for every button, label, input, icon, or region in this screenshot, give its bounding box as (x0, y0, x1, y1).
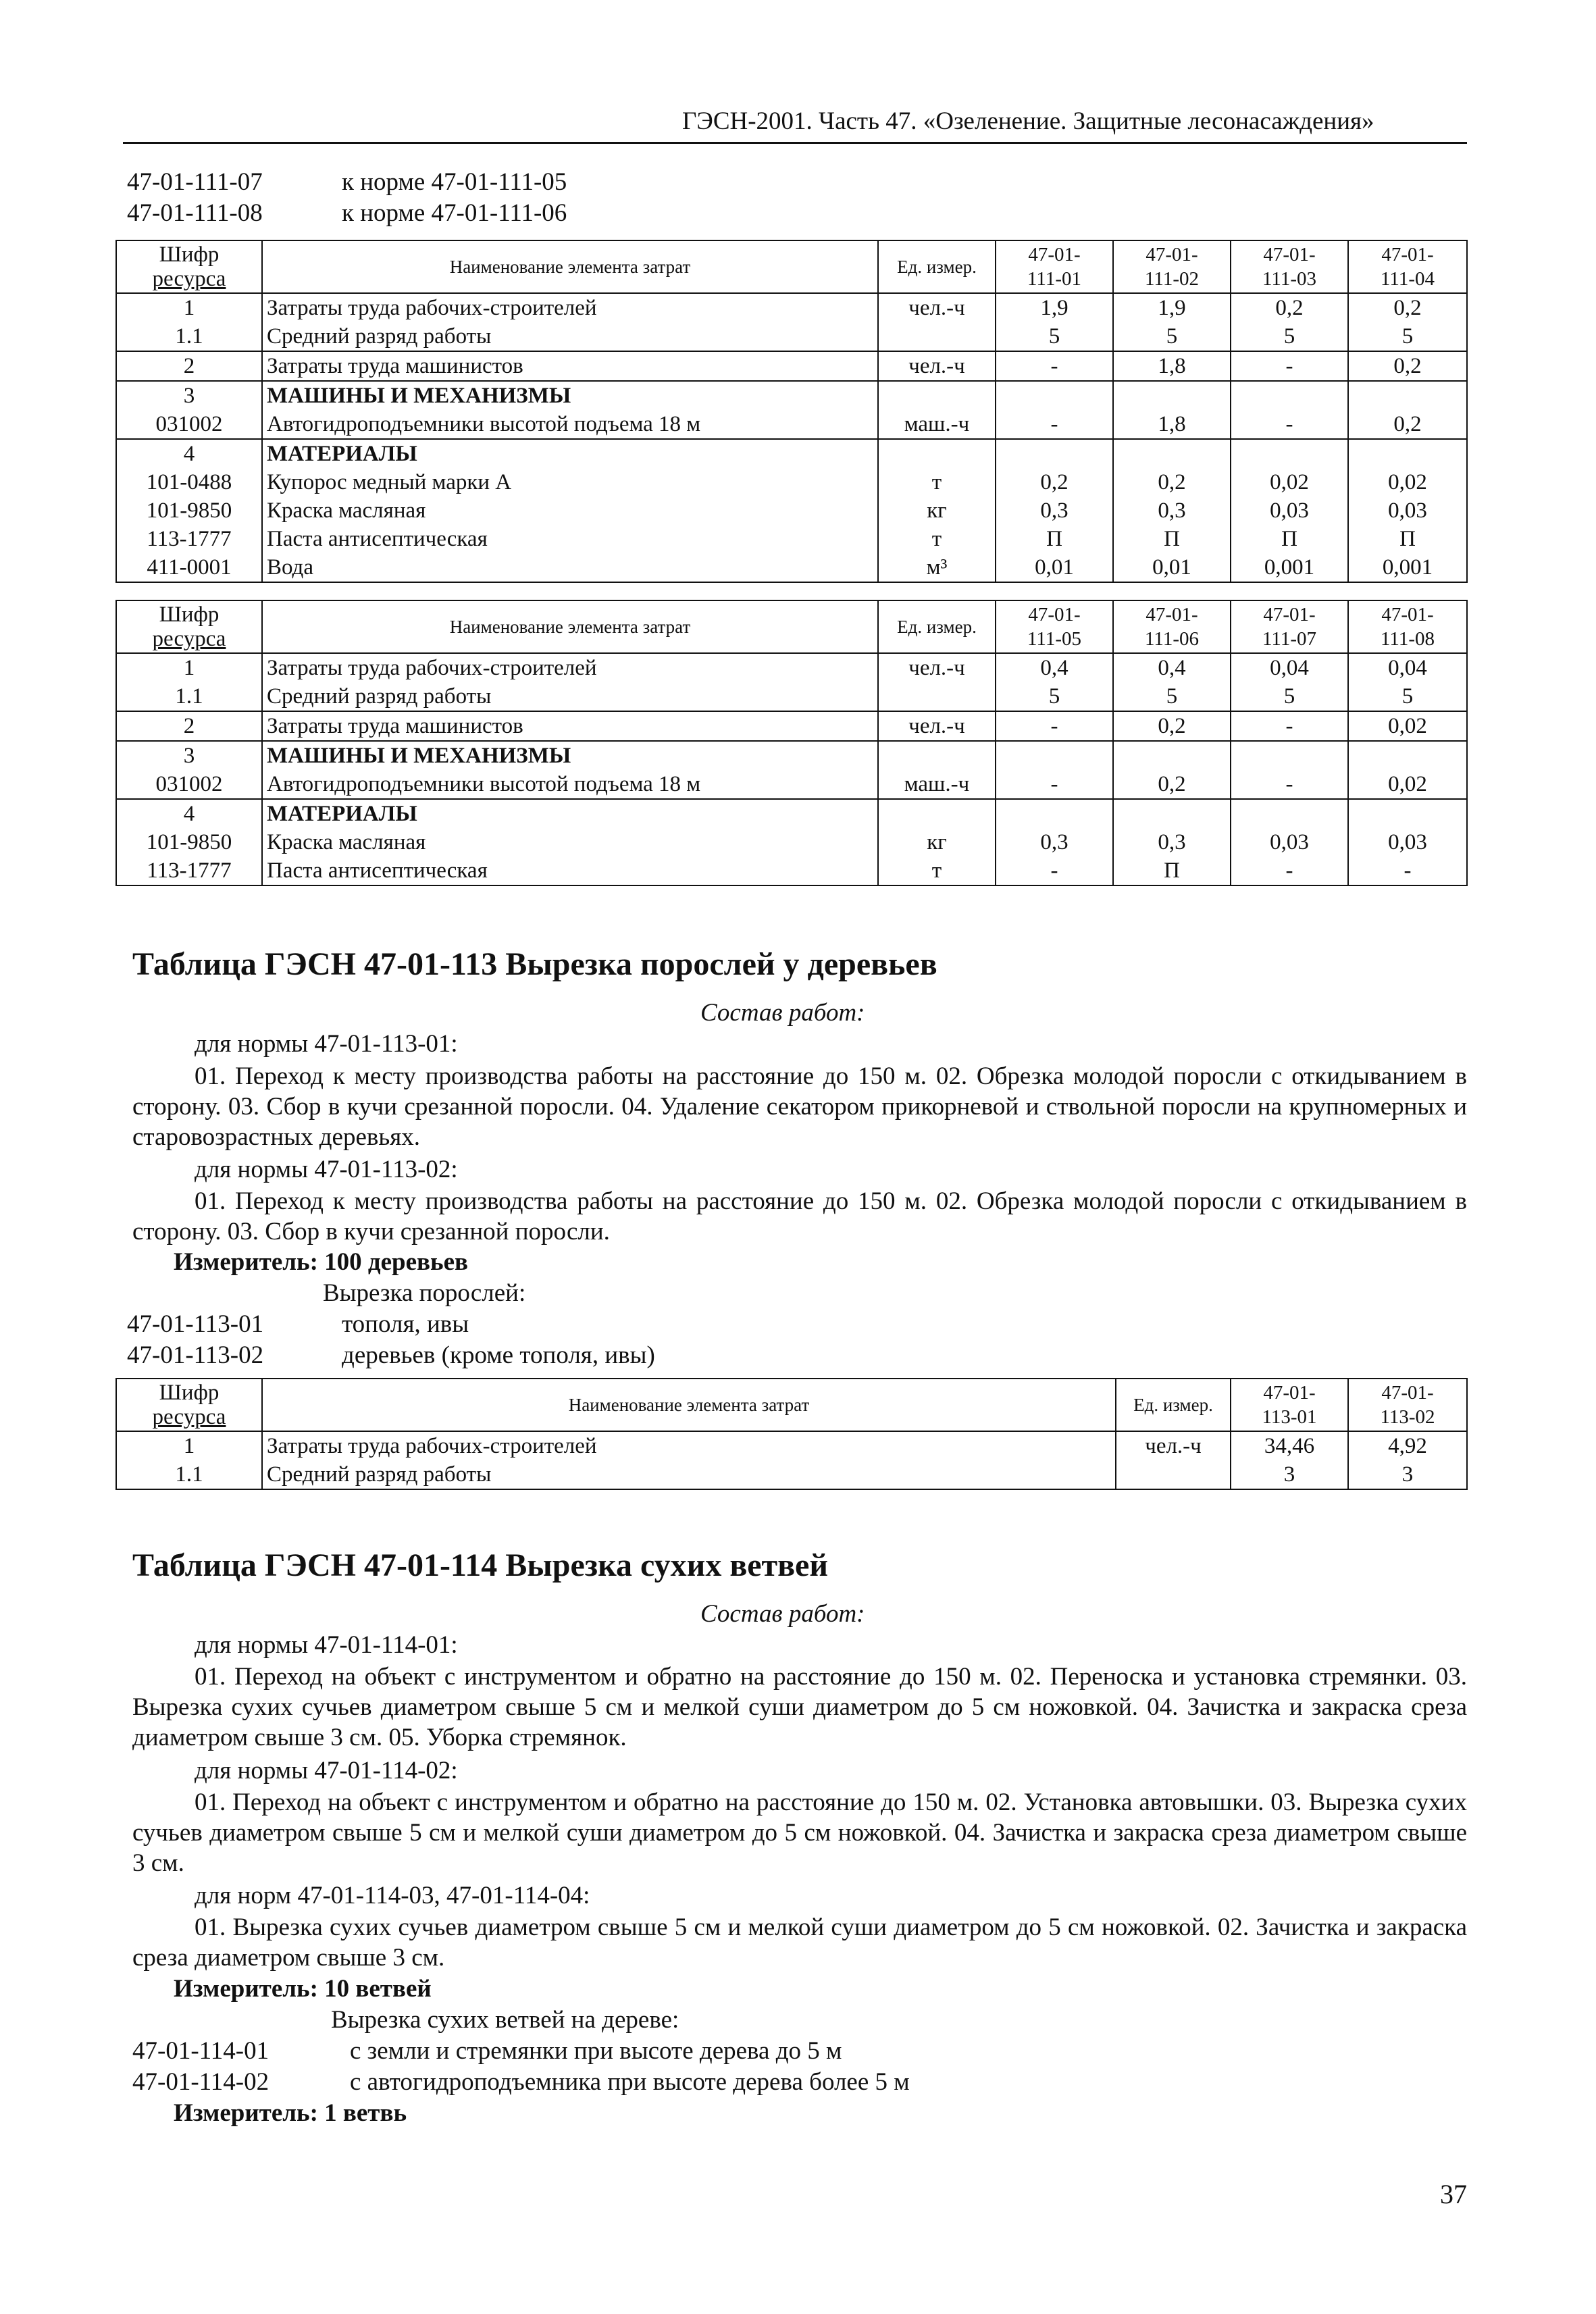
cell-line: П (1164, 858, 1180, 883)
cell-code (116, 1431, 262, 1489)
cell-line: 0,3 (1158, 830, 1186, 854)
cell-line: 0,2 (1275, 296, 1304, 320)
cell-line: 4 (183, 442, 195, 466)
header-unit: Ед. измер. (878, 240, 996, 293)
cell-line: 0,01 (1035, 555, 1074, 580)
cell-line: 0,2 (1158, 714, 1186, 738)
cell-line (883, 742, 991, 770)
header-line: 111-05 (1027, 628, 1081, 650)
norm-label: для нормы 47-01-113-02: (195, 1156, 458, 1183)
cell-unit (878, 799, 996, 885)
cell-value (1348, 351, 1467, 381)
header-line: 113-01 (1262, 1406, 1317, 1428)
cell-value (996, 439, 1113, 582)
norm-label: для нормы 47-01-114-02: (195, 1757, 458, 1784)
cell-value (1113, 711, 1231, 741)
resource-table-2 (115, 600, 1468, 886)
cell-line: 5 (1048, 684, 1060, 709)
cell-line: Средний разряд работы (267, 324, 492, 349)
cell-name (262, 351, 878, 381)
cell-line: Затраты труда рабочих-строителей (267, 1434, 597, 1458)
cell-value (996, 711, 1113, 741)
cell-line: Краска масляная (267, 830, 426, 854)
cell-line (1353, 742, 1462, 770)
cell-line: - (1285, 354, 1293, 378)
cell-value (1231, 711, 1348, 741)
cell-value (1348, 439, 1467, 582)
cell-unit (878, 439, 996, 582)
header-unit: Ед. измер. (1116, 1379, 1231, 1431)
norm-item (127, 1341, 655, 1370)
cell-line: Автогидроподъемники высотой подъема 18 м (267, 772, 701, 796)
cell-value (1348, 293, 1467, 351)
cell-value (1348, 653, 1467, 711)
header-line: 111-02 (1144, 268, 1199, 290)
cell-value (1231, 293, 1348, 351)
cell-line: 101-0488 (146, 470, 232, 494)
cell-line: - (1285, 858, 1293, 883)
cell-code (116, 653, 262, 711)
cell-line: 1,9 (1040, 296, 1069, 320)
cell-line: 0,02 (1388, 470, 1427, 494)
work-description: 01. Вырезка сухих сучьев диаметром свыше 5 см и мелкой суши диаметром до 5 см ножовкой. 02. Зачистка и закраска среза диаметром свыше 3 см. (132, 1913, 1467, 1972)
cell-line: 0,001 (1264, 555, 1315, 580)
header-line: 47-01- (1381, 1382, 1434, 1404)
cell-line: 0,4 (1040, 656, 1069, 680)
cell-value (1231, 351, 1348, 381)
cell-line: чел.-ч (908, 656, 965, 680)
ref-text: к норме 47-01-111-05 (342, 168, 567, 196)
table-row (116, 653, 1467, 711)
ref-text: к норме 47-01-111-06 (342, 199, 567, 227)
header-name: Наименование элемента затрат (262, 600, 878, 653)
cell-line: МАТЕРИАЛЫ (267, 802, 417, 826)
meter-label: Измеритель: 100 деревьев (174, 1248, 468, 1276)
table-row (116, 381, 1467, 439)
cell-line: 0,02 (1388, 714, 1427, 738)
cell-line: 5 (1166, 684, 1178, 709)
cell-value (996, 293, 1113, 351)
cell-line: маш.-ч (904, 772, 970, 796)
header-row (116, 240, 1467, 293)
cell-line: - (1050, 772, 1058, 796)
cell-line: 1.1 (175, 684, 203, 709)
cell-line (1000, 382, 1108, 410)
header-unit: Ед. измер. (878, 600, 996, 653)
cell-code (116, 293, 262, 351)
cell-line (883, 322, 991, 351)
norm-text: деревьев (кроме тополя, ивы) (342, 1341, 655, 1369)
cell-line (1118, 382, 1226, 410)
table-row (116, 799, 1467, 885)
table-row (116, 711, 1467, 741)
cell-value (1348, 799, 1467, 885)
section-subtitle-113: Состав работ: (700, 999, 865, 1027)
header-line: 113-02 (1380, 1406, 1435, 1428)
cell-line: 1.1 (175, 1462, 203, 1487)
cell-line: 411-0001 (147, 555, 232, 580)
cell-name (262, 1431, 1116, 1489)
cell-line (1235, 742, 1343, 770)
cell-line: 0,3 (1040, 830, 1069, 854)
cell-line (1353, 382, 1462, 410)
cell-line: - (1285, 412, 1293, 436)
table-row (116, 439, 1467, 582)
resource-table-1 (115, 240, 1468, 583)
cell-value (1348, 741, 1467, 799)
cell-line: П (1399, 527, 1416, 551)
cell-line: 0,2 (1158, 470, 1186, 494)
header-line: 47-01- (1263, 604, 1316, 625)
cell-line: 5 (1401, 684, 1414, 709)
cell-line (1000, 742, 1108, 770)
cell-value (996, 741, 1113, 799)
header-norm (996, 600, 1113, 653)
cell-line: Средний разряд работы (267, 684, 492, 709)
cell-line (1118, 800, 1226, 828)
table-row (116, 1431, 1467, 1489)
cell-name (262, 711, 878, 741)
cell-line: Автогидроподъемники высотой подъема 18 м (267, 412, 701, 436)
cell-line: Средний разряд работы (267, 1462, 492, 1487)
cell-line: 101-9850 (146, 830, 232, 854)
cell-line (1235, 382, 1343, 410)
cell-value (1348, 381, 1467, 439)
cell-line: 5 (1283, 324, 1295, 349)
cell-line: кг (927, 498, 947, 523)
norm-text: тополя, ивы (342, 1310, 469, 1338)
cell-line: Затраты труда рабочих-строителей (267, 656, 597, 680)
cell-unit (878, 351, 996, 381)
header-line: 47-01- (1028, 604, 1081, 625)
norm-label: для нормы 47-01-114-01: (195, 1631, 458, 1659)
cell-line: чел.-ч (1145, 1434, 1202, 1458)
cell-line (1118, 440, 1226, 468)
header-line: 47-01- (1381, 604, 1434, 625)
cell-line: 0,03 (1270, 498, 1309, 523)
table-row (116, 293, 1467, 351)
cell-line: 1,8 (1158, 412, 1186, 436)
cell-line: т (931, 527, 942, 551)
cell-code (116, 439, 262, 582)
cell-value (1113, 653, 1231, 711)
header-line: 111-04 (1380, 268, 1435, 290)
cell-line: 1 (183, 296, 195, 320)
cell-code (116, 799, 262, 885)
running-header: ГЭСН-2001. Часть 47. «Озеленение. Защитные лесонасаждения» (682, 107, 1374, 135)
header-line: 111-07 (1262, 628, 1316, 650)
cell-line: 0,03 (1388, 830, 1427, 854)
cell-line: Купорос медный марки А (267, 470, 512, 494)
cell-line: кг (927, 830, 947, 854)
header-code (116, 600, 262, 653)
cell-line (1000, 440, 1108, 468)
cell-line: П (1164, 527, 1180, 551)
section-title-113: Таблица ГЭСН 47-01-113 Вырезка порослей у деревьев (132, 946, 937, 982)
cell-value (1113, 799, 1231, 885)
cell-line: 5 (1283, 684, 1295, 709)
cell-line: Паста антисептическая (267, 858, 488, 883)
cell-line: 0,3 (1158, 498, 1186, 523)
cell-line: МАШИНЫ И МЕХАНИЗМЫ (267, 744, 571, 768)
cell-line: 5 (1048, 324, 1060, 349)
cell-line: 0,2 (1393, 354, 1422, 378)
header-norm (1113, 240, 1231, 293)
cell-line: 3 (1401, 1462, 1414, 1487)
cell-name (262, 799, 878, 885)
cell-line (883, 682, 991, 711)
cell-line: - (1050, 858, 1058, 883)
cell-value (1348, 1431, 1467, 1489)
resource-table-3 (115, 1378, 1468, 1490)
table-row (116, 351, 1467, 381)
cell-line (1353, 440, 1462, 468)
cell-line (1235, 440, 1343, 468)
norm-item (132, 2067, 910, 2097)
cell-unit (878, 653, 996, 711)
cell-line: 0,001 (1382, 555, 1433, 580)
cell-line: 0,2 (1158, 772, 1186, 796)
section-title-114: Таблица ГЭСН 47-01-114 Вырезка сухих ветвей (132, 1547, 829, 1583)
cell-line: т (931, 470, 942, 494)
cell-value (1113, 293, 1231, 351)
cell-line: 1 (183, 656, 195, 680)
cell-line: МАШИНЫ И МЕХАНИЗМЫ (267, 384, 571, 408)
header-line: ресурса (152, 267, 226, 291)
cell-line: Затраты труда машинистов (267, 354, 523, 378)
cell-value (1231, 653, 1348, 711)
cell-value (1113, 741, 1231, 799)
cell-line: 0,02 (1270, 470, 1309, 494)
cell-line: - (1285, 772, 1293, 796)
cell-line: Затраты труда машинистов (267, 714, 523, 738)
cell-name (262, 381, 878, 439)
cell-line: П (1046, 527, 1062, 551)
header-norm (1348, 240, 1467, 293)
cell-line: 5 (1401, 324, 1414, 349)
cell-line (1121, 1460, 1226, 1489)
cell-line: - (1050, 714, 1058, 738)
norm-text: с земли и стремянки при высоте дерева до 5 м (350, 2037, 842, 2065)
header-line: 111-08 (1380, 628, 1435, 650)
cell-line: 0,2 (1393, 412, 1422, 436)
header-norm (1348, 1379, 1467, 1431)
cell-value (1113, 351, 1231, 381)
cell-line: 0,04 (1270, 656, 1309, 680)
cell-name (262, 439, 878, 582)
norm-label: для норм 47-01-114-03, 47-01-114-04: (195, 1882, 590, 1909)
header-line: 47-01- (1263, 244, 1316, 265)
group-label: Вырезка порослей: (323, 1279, 526, 1307)
header-norm (1231, 600, 1348, 653)
cell-line: 0,01 (1152, 555, 1191, 580)
cell-line: 031002 (155, 412, 223, 436)
cell-line: т (931, 858, 942, 883)
header-line: 111-01 (1027, 268, 1081, 290)
header-line: ресурса (152, 627, 226, 651)
norm-text: с автогидроподъемника при высоте дерева более 5 м (350, 2068, 910, 2096)
cell-line: 1,9 (1158, 296, 1186, 320)
cell-line: Затраты труда рабочих-строителей (267, 296, 597, 320)
cell-line: 1,8 (1158, 354, 1186, 378)
cell-code (116, 711, 262, 741)
cell-line: МАТЕРИАЛЫ (267, 442, 417, 466)
cell-value (1231, 741, 1348, 799)
cell-line: 031002 (155, 772, 223, 796)
cell-line: - (1404, 858, 1412, 883)
cell-line: 1 (183, 1434, 195, 1458)
cell-line: - (1050, 412, 1058, 436)
header-line: Шифр (159, 602, 220, 627)
cell-line: м³ (926, 555, 948, 580)
cell-unit (1116, 1431, 1231, 1489)
cell-code (116, 381, 262, 439)
cell-value (996, 653, 1113, 711)
header-line: 47-01- (1145, 244, 1198, 265)
cell-line: 0,03 (1388, 498, 1427, 523)
cell-value (1231, 1431, 1348, 1489)
cell-line (883, 800, 991, 828)
cell-line: чел.-ч (908, 354, 965, 378)
cell-line (1118, 742, 1226, 770)
norm-code: 47-01-114-01 (132, 2037, 269, 2065)
cell-code (116, 741, 262, 799)
header-norm (996, 240, 1113, 293)
norm-code: 47-01-113-01 (127, 1310, 264, 1338)
ref-line-1 (127, 168, 567, 197)
cell-line: 0,2 (1393, 296, 1422, 320)
cell-unit (878, 381, 996, 439)
cell-value (1231, 381, 1348, 439)
cell-line: 3 (183, 744, 195, 768)
cell-unit (878, 741, 996, 799)
cell-line: маш.-ч (904, 412, 970, 436)
cell-line: 0,3 (1040, 498, 1069, 523)
cell-name (262, 293, 878, 351)
header-code (116, 1379, 262, 1431)
cell-line: Вода (267, 555, 313, 580)
cell-line (883, 440, 991, 468)
header-line: 111-03 (1262, 268, 1316, 290)
cell-line: 4 (183, 802, 195, 826)
cell-line: 113-1777 (147, 527, 232, 551)
header-norm (1113, 600, 1231, 653)
ref-code: 47-01-111-07 (127, 168, 263, 196)
header-line: 47-01- (1145, 604, 1198, 625)
cell-line: Краска масляная (267, 498, 426, 523)
norm-label: для нормы 47-01-113-01: (195, 1030, 458, 1058)
cell-line: 0,02 (1388, 772, 1427, 796)
cell-line: чел.-ч (908, 296, 965, 320)
cell-value (1113, 439, 1231, 582)
section-subtitle-114: Состав работ: (700, 1600, 865, 1628)
cell-unit (878, 293, 996, 351)
cell-value (996, 799, 1113, 885)
cell-value (1231, 799, 1348, 885)
ref-code: 47-01-111-08 (127, 199, 263, 227)
cell-line: Паста антисептическая (267, 527, 488, 551)
cell-name (262, 653, 878, 711)
cell-line: 2 (183, 354, 195, 378)
cell-line: - (1050, 354, 1058, 378)
cell-line (1353, 800, 1462, 828)
ref-line-2 (127, 199, 567, 228)
work-description: 01. Переход на объект с инструментом и обратно на расстояние до 150 м. 02. Переноска и установка стремянки. 03. Вырезка сухих сучьев диаметром свыше 5 см и мелкой суши диаметром до 5 см ножовкой. 04. Зачистка и закраска среза диаметром свыше 3 см. 05. Уборка стремянок. (132, 1663, 1467, 1751)
cell-line (1000, 800, 1108, 828)
cell-line: 3 (1283, 1462, 1295, 1487)
cell-line (1235, 800, 1343, 828)
cell-code (116, 351, 262, 381)
cell-line: 113-1777 (147, 858, 232, 883)
header-line: Шифр (159, 242, 220, 267)
header-code (116, 240, 262, 293)
header-row (116, 600, 1467, 653)
cell-value (996, 381, 1113, 439)
cell-value (1231, 439, 1348, 582)
header-line: Шифр (159, 1381, 220, 1405)
cell-value (1348, 711, 1467, 741)
cell-line: 34,46 (1264, 1434, 1315, 1458)
cell-unit (878, 711, 996, 741)
header-line: ресурса (152, 1405, 226, 1429)
meter-label: Измеритель: 10 ветвей (174, 1975, 432, 2003)
header-line: 47-01- (1028, 244, 1081, 265)
cell-line: 5 (1166, 324, 1178, 349)
cell-line: 0,4 (1158, 656, 1186, 680)
cell-value (996, 351, 1113, 381)
norm-code: 47-01-114-02 (132, 2068, 269, 2096)
meter-label: Измеритель: 1 ветвь (174, 2099, 407, 2127)
cell-line: 3 (183, 384, 195, 408)
cell-line: 1.1 (175, 324, 203, 349)
norm-item (127, 1310, 469, 1339)
cell-line: 101-9850 (146, 498, 232, 523)
cell-line (883, 382, 991, 410)
header-row (116, 1379, 1467, 1431)
cell-line: 0,04 (1388, 656, 1427, 680)
header-norm (1348, 600, 1467, 653)
work-description: 01. Переход к месту производства работы на расстояние до 150 м. 02. Обрезка молодой поросли с откидыванием в сторону. 03. Сбор в кучи срезанной поросли. (132, 1187, 1467, 1245)
header-line: 111-06 (1144, 628, 1199, 650)
cell-line: - (1285, 714, 1293, 738)
page-number: 37 (1440, 2179, 1467, 2209)
cell-line: 4,92 (1388, 1434, 1427, 1458)
cell-line: 0,03 (1270, 830, 1309, 854)
cell-line: чел.-ч (908, 714, 965, 738)
group-label: Вырезка сухих ветвей на дереве: (331, 2006, 679, 2034)
norm-code: 47-01-113-02 (127, 1341, 264, 1369)
header-norm (1231, 240, 1348, 293)
header-line: 47-01- (1263, 1382, 1316, 1404)
header-norm (1231, 1379, 1348, 1431)
header-line: 47-01- (1381, 244, 1434, 265)
cell-line: 0,2 (1040, 470, 1069, 494)
table-row (116, 741, 1467, 799)
header-name: Наименование элемента затрат (262, 240, 878, 293)
header-rule (123, 142, 1467, 144)
cell-value (1113, 381, 1231, 439)
header-name: Наименование элемента затрат (262, 1379, 1116, 1431)
cell-line: П (1281, 527, 1297, 551)
norm-item (132, 2036, 842, 2065)
cell-name (262, 741, 878, 799)
work-description: 01. Переход к месту производства работы на расстояние до 150 м. 02. Обрезка молодой поросли с откидыванием в сторону. 03. Сбор в кучи срезанной поросли. 04. Удаление секатором прикорневой и ствольной поросли на крупномерных и старовозрастных деревьях. (132, 1062, 1467, 1151)
cell-line: 2 (183, 714, 195, 738)
work-description: 01. Переход на объект с инструментом и обратно на расстояние до 150 м. 02. Установка автовышки. 03. Вырезка сухих сучьев диаметром свыше 5 см и мелкой суши диаметром до 5 см ножовкой. 04. Зачистка и закраска среза диаметром свыше 3 см. (132, 1789, 1467, 1877)
